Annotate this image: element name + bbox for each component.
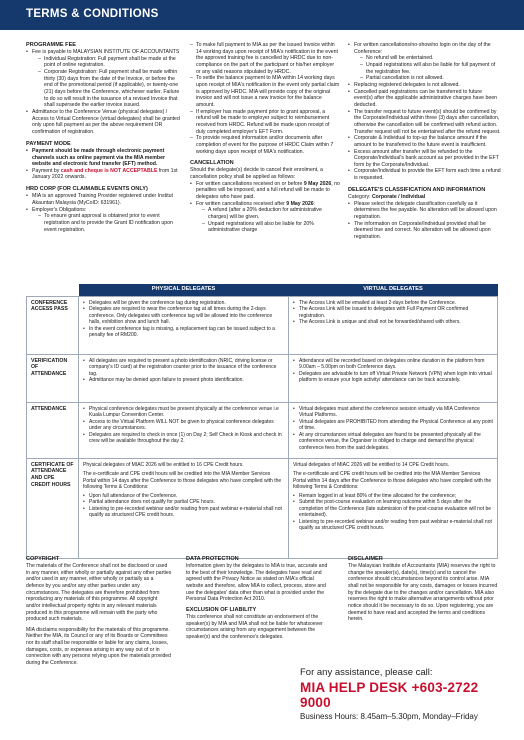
list-item: • At any circumstances virtual delegates are found to be presented physically all the conference venue, the Organiser is obliged to charge and demand the physical conference fees from the said delegates. (293, 432, 493, 452)
list-item: – Individual Registration: Full payment shall be made at the point of online registration. (38, 56, 182, 69)
list-item: – Partial cancellation is not allowed. (360, 75, 502, 82)
list-item: – To settle the balance payment to MIA within 14 working days upon receipt of MIA's notification in the event only partial claim is approved by HRDC. MIA will provide copy of the original invoice and will not issue a new invoice for the balance amount. (190, 75, 340, 108)
list-item: • Corporate & Individual to top-up the balance amount if the amount to be transferred to the future event is insufficient. (348, 135, 502, 148)
row-label: VERIFICATION OF ATTENDANCE (27, 354, 79, 402)
physical-cell (79, 402, 289, 458)
list-item: • Employer's Obligations: – To ensure grant approval is obtained prior to event registration and to provide the Grant ID notification upon event registration. (26, 207, 182, 234)
copyright-heading: COPYRIGHT (26, 556, 60, 562)
category-line: Category: Corporate / Individual (348, 193, 426, 200)
list-item: • Upon full attendance of the Conference. (83, 493, 284, 500)
business-hours: Business Hours: 8.45am–5.30pm, Monday–Friday (300, 712, 478, 721)
list-item: – If employer has made payment prior to grant approval, a refund will be made to employer subject to reimbursement received from HRDC. Refund will be made upon receipt of duly completed employer's EFT Form. (190, 109, 340, 136)
list-item: • Admittance to the Conference Venue (physical delegates) / Access to Virtual Conference (virtual delegates) shall be granted only upon full payment as per the above requirement OR confirmation of registration. (26, 109, 182, 136)
liability-p1: This conference shall not constitute an endorsement of the speaker(s) by MIA and MIA shall not be liable for whatsoever circumstances arising from any engagement between the speaker(s) and the conference's delegates. (186, 614, 323, 641)
row-label: CONFERENCE ACCESS PASS (27, 296, 79, 354)
list-item: • For written cancellations received on or before 9 May 2026, no penalties will be imposed, and a full refund will be made to delegates who have paid. (190, 181, 340, 201)
list-item: • Delegates are required to check in once (1) on Day 2; Self Check in Kiosk and check in crew will be available throughout the day 2. (83, 432, 284, 445)
cancellation-intro: Should the delegate(s) decide to cancel their enrolment, a cancellation policy shall be applied as follows: (190, 167, 323, 180)
list-item: • In the event conference tag is missing, a replacement tag can be issued subject to a penalty fee of RM200. (83, 326, 284, 339)
payment-mode-heading: PAYMENT MODE (26, 140, 71, 147)
delegates-table (26, 284, 498, 559)
list-item: • Delegates are advisable to turn off Virtual Private Network (VPN) when login into virtual platform to ensure your login activity/ attendance can be track accurately. (293, 371, 493, 384)
virtual-cpe-para: The e-certificate and CPE credit hours will be credited into the MIA Member Services Portal within 14 days after the Conference to those delegates who have complied with the following Terms & Conditions: (293, 471, 492, 490)
list-item: • Delegates will be given the conference tag during registration. (83, 300, 284, 307)
helpdesk-block (300, 667, 500, 721)
table-row (27, 296, 498, 354)
table-corner (27, 284, 79, 296)
virtual-cell (289, 402, 498, 458)
table-header-row (27, 284, 498, 296)
list-item: • For written cancellations/no-show/no login on the day of the Conference: – No refund will be entertained. – Unpaid registrations will also be liable for full payment of the registration fee. – Partial cancellation is not allowed. (348, 42, 502, 82)
list-item: • MIA is an approved Training Provider registered under Institut Akauntan Malaysia (MyCoID: 631961). (26, 193, 182, 206)
list-item: – To provide required information and/or documents after completion of event for the purpose of HRDC Claim within 7 working days upon receipt of MIA's notification. (190, 135, 340, 155)
column-3 (348, 42, 502, 241)
physical-cpe-para: The e-certificate and CPE credit hours will be credited into the MIA Member Services Portal within 14 days after the Conference to those delegates who have complied with the following Terms & Conditions: (83, 471, 282, 490)
cancellation-heading: CANCELLATION (190, 160, 234, 167)
physical-cell (79, 458, 289, 558)
data-protection-section (186, 556, 332, 645)
column-1 (26, 42, 182, 233)
data-protection-p1: Information given by the delegates to MIA is true, accurate and to the best of their knowledge. The delegates have read and agreed with the Privacy Notice as stated on MIA's official website and therefore, allow MIA to collect, process, store and use the delegates' data other than what is provided under the Personal Data Protection Act 2010. (186, 563, 328, 603)
virtual-header: VIRTUAL DELEGATES (289, 284, 498, 296)
virtual-cell (289, 354, 498, 402)
list-item: • Corporate/Individual to provide the EFT form each time a refund is requested. (348, 168, 502, 181)
column-2 (190, 42, 340, 234)
helpdesk-intro: For any assistance, please call: (300, 667, 433, 678)
row-label: ATTENDANCE (27, 402, 79, 458)
list-item: • Excess amount after transfer will be refunded to the Corporate/Individual's bank account as per provided in the EFT form by the Corporate/Individual. (348, 149, 502, 169)
physical-cell (79, 354, 289, 402)
list-item: • Virtual delegates must attend the conference session virtually via MIA Conference Virtual Platforms. (293, 406, 493, 419)
list-item: – Unpaid registrations will also be liable for 20% administrative charge (202, 221, 340, 234)
physical-cell (79, 296, 289, 354)
hrd-corp-heading: HRD CORP (FOR CLAIMABLE EVENTS ONLY) (26, 186, 148, 193)
table-row (27, 458, 498, 558)
virtual-cell (289, 296, 498, 354)
list-item: – To make full payment to MIA as per the issued Invoice within 14 working days upon receipt of MIA's notification in the event the approved training fee is cancelled by HRDC due to non-compliance on the part of the participant or his/her employer or any valid reasons stipulated by HRDC. (190, 42, 340, 75)
list-item: • Attendance will be recorded based on delegates online duration in the platform from 9.00am – 5.00pm on both Conference days. (293, 358, 493, 371)
programme-fee-heading: PROGRAMME FEE (26, 42, 77, 48)
data-protection-heading: DATA PROTECTION (186, 556, 239, 562)
table-row (27, 402, 498, 458)
virtual-cpe-intro: Virtual delegates of MIAC 2026 will be entitled to 14 CPE Credit hours. (293, 461, 450, 468)
list-item: • Fee is payable to MALAYSIAN INSTITUTE OF ACCOUNTANTS – Individual Registration: Full payment shall be made at the point of online registration. – Corporate Registration: Full payment shall be made within thirty (30) days from the date of the Invoice, or before the end of the promotional period (if applicable), or twenty-one (21) days before the Conference, whichever earlier. Failure to do so will result in the issuance of a revised Invoice that shall supersede the earlier invoice issued. (26, 49, 182, 109)
list-item: • Remain logged in at least 80% of the time allocated for the conference; (293, 493, 493, 500)
disclaimer-heading: DISCLAIMER (348, 556, 383, 562)
list-item: • Payment by cash and cheque is NOT ACCEPTABLE from 1st January 2022 onwards. (26, 168, 182, 181)
list-item: • The Access Link will be emailed at least 2-days before the Conference. (293, 300, 493, 307)
physical-cpe-intro: Physical delegates of MIAC 2026 will be entitled to 16 CPE Credit hours. (83, 461, 244, 468)
list-item: • The information on Corporate/Individual provided shall be deemed true and correct. No alteration will be allowed upon registration. (348, 221, 502, 241)
list-item: • All delegates are required to present a photo identification (NRIC, driving license or company's ID card) at the registration counter prior to the issuance of the conference tag. (83, 358, 284, 378)
list-item: • The transfer request to future event(s) should be confirmed by the Corporate/Individual within three (3) days after cancellation, otherwise the cancellation will be confirmed with refund action. Transfer request will not be entertained after the refund request. (348, 109, 502, 136)
physical-header: PHYSICAL DELEGATES (79, 284, 289, 296)
liability-heading: EXCLUSION OF LIABILITY (186, 606, 257, 613)
header-bar (0, 0, 524, 30)
list-item: • Virtual delegates are PROHIBITED from attending the Physical Conference at any point of time. (293, 419, 493, 432)
list-item: • The Access Link is unique and shall not be forwarded/shared with others. (293, 319, 493, 326)
copyright-p1: The materials of the Conference shall not be disclosed or used in any manner, either wholly or partially against any other parties and/or used in any manner, either wholly or partially as a defence by you and/or any other parties under any circumstances. The delegates are therefore prohibited from reproducing any materials of this programme. All copyright and/or intellectual property rights in any relevant materials produced in this programme will remain with the party who produced such materials. (26, 563, 172, 623)
list-item: – No refund will be entertained. (360, 55, 502, 62)
list-item: • Listening to pre-recorded webinar and/or reading from past webinar e-material shall not qualify as structured CPE credit hours. (293, 519, 493, 532)
list-item: • Delegates are required to wear the conference tag at all times during the 2-days conference. Only delegates with conference tag will be allowed into the conference halls, exhibition show and lunch hall. (83, 306, 284, 326)
list-item: • Cancelled paid registrations can be transferred to future event(s) after the applicable administrative charges have been deducted. (348, 89, 502, 109)
list-item: • Replacing registered delegates is not allowed. (348, 82, 502, 89)
virtual-cell (289, 458, 498, 558)
list-item: • Submit the post-course evaluation on learning outcome within 5 days after the completion of the Conference (late submission of the post-course evaluation will not be entertained). (293, 499, 493, 519)
list-item: • For written cancellations received after 9 May 2026: – A refund (after a 20% deduction for administrative charges) will be given. – Unpaid registrations will also be liable for 20% administrative charge (190, 201, 340, 234)
disclaimer-section (348, 556, 500, 627)
classification-heading: DELEGATE'S CLASSIFICATION AND INFORMATION (348, 186, 486, 193)
copyright-p2: MIA disclaims responsibility for the materials of this programme. Neither the MIA, its Council or any of its Boards or Committees nor its staff shall be responsible or liable for any claims, losses, damages, costs, or expenses arising in any way out of or in connection with any persons relying upon the materials provided during the Conference. (26, 626, 171, 666)
list-item: – Corporate Registration: Full payment shall be made within thirty (30) days from the date of the Invoice, or before the end of the promotional period (if applicable), or twenty-one (21) days before the Conference, whichever earlier. Failure to do so will result in the issuance of a revised Invoice that shall supersede the earlier invoice issued. (38, 69, 182, 109)
list-item: • Access to the Virtual Platform WILL NOT be given to physical conference delegates under any circumstances. (83, 419, 284, 432)
list-item: • Admittance may be denied upon failure to present photo identification. (83, 377, 284, 384)
helpdesk-phone[interactable]: MIA HELP DESK +603-2722 9000 (300, 680, 479, 710)
list-item: – A refund (after a 20% deduction for administrative charges) will be given. (202, 207, 340, 220)
list-item: • Payment should be made through electronic payment channels such as online payment via the MIA member website and electronic fund transfer (EFT) method. (26, 148, 182, 168)
list-item: – To ensure grant approval is obtained prior to event registration and to provide the Grant ID notification upon event registration. (38, 213, 182, 233)
row-label: CERTIFICATE OF ATTENDANCE AND CPE CREDIT HOURS (27, 458, 79, 558)
list-item: – Unpaid registrations will also be liable for full payment of the registration fee. (360, 62, 502, 75)
list-item: • Partial attendance does not qualify for partial CPE hours. (83, 499, 284, 506)
page-title: TERMS & CONDITIONS (26, 8, 159, 20)
table-row (27, 354, 498, 402)
copyright-section (26, 556, 172, 670)
disclaimer-p1: The Malaysian Institute of Accountants (MIA) reserves the right to change the speaker(s), date(s), time(s) and to cancel the conference should circumstances beyond its control arise. MIA shall not be responsible for any costs, damages or losses incurred by the delegate due to the changes and/or cancellation. MIA also reserves the right to make alternative arrangements without prior notice should it be necessary to do so. Upon registering, you are deemed to have read and accepted the terms and conditions herein. (348, 563, 498, 623)
list-item: • Please select the delegate classification carefully as it determines the fee payable. No alteration will be allowed upon registration. (348, 201, 502, 221)
list-item: • The Access Link will be issued to delegates with Full Payment OR confirmed registration. (293, 306, 493, 319)
list-item: • Listening to pre-recorded webinar and/or reading from past webinar e-material shall not qualify as structured CPE credit hours. (83, 506, 284, 519)
list-item: • Physical conference delegates must be present physically at the conference venue i.e Kuala Lumpur Convention Center. (83, 406, 284, 419)
